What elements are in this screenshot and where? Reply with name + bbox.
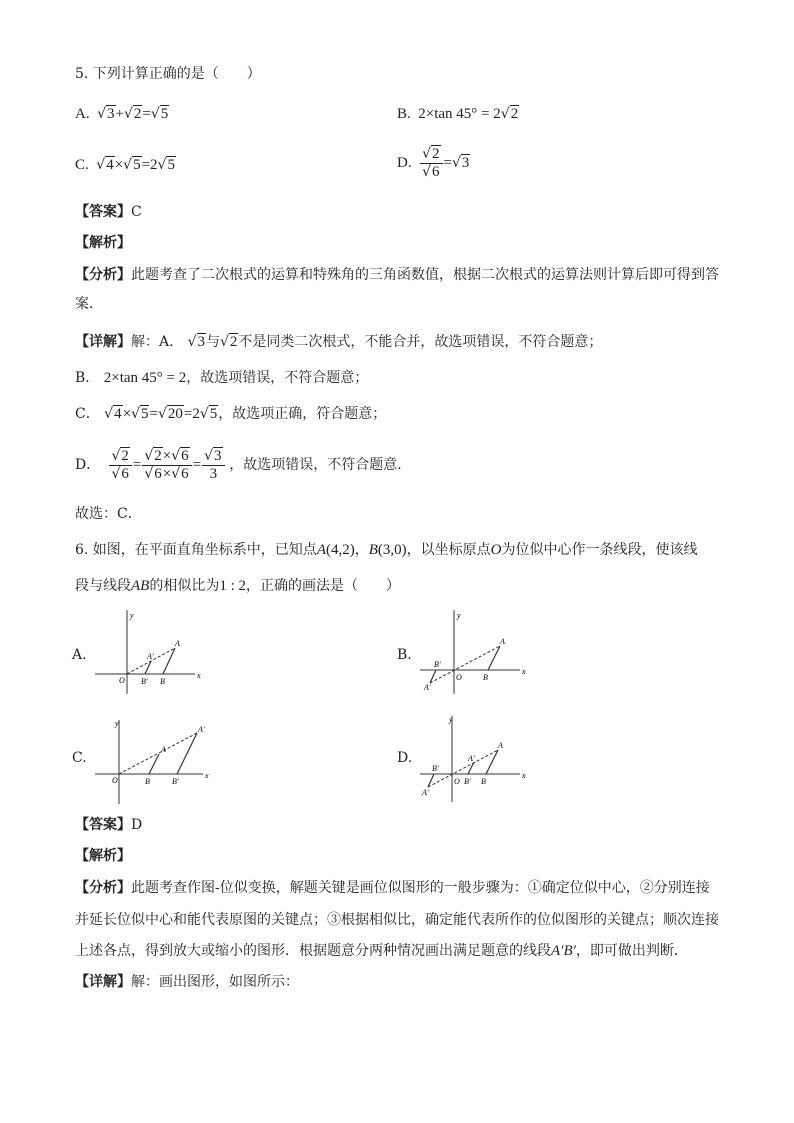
q5-fenxi-line-1: 【分析】此题考查了二次根式的运算和特殊角的三角函数值，根据二次根式的运算法则计算后即可得到答 <box>75 267 719 283</box>
option-label: A. <box>75 106 90 122</box>
svg-text:O: O <box>112 776 118 785</box>
svg-text:A': A' <box>468 754 475 763</box>
q6-fenxi-line-1: 【分析】此题考查作图-位似变换，解题关键是画位似图形的一般步骤为：①确定位似中心，②分别连接 <box>75 880 710 896</box>
svg-text:B': B' <box>464 777 471 786</box>
svg-text:x: x <box>197 671 201 680</box>
q5-analysis-heading: 【解析】 <box>75 235 131 251</box>
q6-answer: 【答案】D <box>75 817 143 833</box>
svg-text:A: A <box>498 741 503 750</box>
svg-text:y: y <box>449 715 453 724</box>
q5-option-c: C. √4×√5=2√5 <box>75 157 175 173</box>
q6-stem-line-2: 段与线段AB的相似比为1 : 2，正确的画法是（ ） <box>75 578 400 594</box>
q5-detail-b: B． 2×tan 45° = 2，故选项错误，不符合题意； <box>75 370 369 386</box>
option-label: C. <box>75 157 89 173</box>
svg-text:O: O <box>454 777 460 786</box>
svg-text:y: y <box>115 719 119 728</box>
svg-text:x: x <box>522 667 526 676</box>
q5-detail-d: D． $\frac{√2}{√6}$ = $\frac{√2\times√6}{√6\times√6}$ = $\frac{√3}{3}$ ，故选项错误，不符合题意． <box>75 448 412 483</box>
q5-fenxi-line-2: 案． <box>75 296 103 312</box>
svg-text:y: y <box>130 611 134 620</box>
q5-detail-a: 【详解】解：A． √3与√2不是同类二次根式，不能合并，故选项错误，不符合题意； <box>75 334 603 350</box>
svg-text:A': A' <box>422 788 429 797</box>
q5-detail-c: C． √4×√5=√20=2√5，故选项正确，符合题意； <box>75 406 387 422</box>
q6-fenxi-line-3: 上述各点，得到放大或缩小的图形．根据题意分两种情况画出满足题意的线段A′B′，即可做出判断． <box>75 943 688 959</box>
q6-analysis-heading: 【解析】 <box>75 848 131 864</box>
svg-text:O: O <box>119 676 125 685</box>
q6-fenxi-line-2: 并延长位似中心和能代表原图的关键点；③根据相似比，确定能代表所作的位似图形的关键点；顺次连接 <box>75 912 719 928</box>
q5-option-d: D. $\frac{√2}{√6}$ =√3 <box>397 146 470 181</box>
svg-text:B: B <box>160 677 165 686</box>
svg-text:B': B' <box>172 777 179 786</box>
q6-option-b-label: B. <box>397 647 412 663</box>
q5-choose: 故选：C． <box>75 506 142 522</box>
svg-text:B: B <box>481 777 486 786</box>
q6-option-a-figure <box>95 606 205 698</box>
svg-text:B': B' <box>141 677 148 686</box>
q5-option-b: B. 2×tan 45° = 2√2 <box>397 106 519 122</box>
svg-text:O: O <box>456 673 462 682</box>
q5-stem: 5. 下列计算正确的是（ ） <box>75 66 261 82</box>
svg-text:A: A <box>500 637 505 646</box>
svg-text:A: A <box>175 639 180 648</box>
q6-stem-line-1: 6. 如图，在平面直角坐标系中，已知点A(4,2)，B(3,0)，以坐标原点O为位似中心作一条线段，使该线 <box>75 542 698 558</box>
q6-option-c-figure <box>95 716 210 808</box>
svg-text:A': A' <box>424 683 431 692</box>
option-label: B. <box>397 106 411 122</box>
svg-text:x: x <box>522 771 526 780</box>
svg-text:x: x <box>205 771 209 780</box>
svg-text:B: B <box>483 673 488 682</box>
q5-answer: 【答案】C <box>75 204 142 220</box>
q5-option-a: A. √3+√2=√5 <box>75 106 169 122</box>
q6-option-a-label: A. <box>72 647 87 663</box>
svg-text:A: A <box>161 745 166 754</box>
svg-text:B: B <box>145 777 150 786</box>
svg-text:B': B' <box>432 764 439 773</box>
option-label: D. <box>397 155 412 171</box>
q6-option-d-figure <box>420 712 530 806</box>
q6-option-d-label: D. <box>397 750 413 766</box>
svg-text:y: y <box>457 611 461 620</box>
q6-option-b-figure <box>420 606 530 698</box>
svg-text:A': A' <box>198 725 205 734</box>
svg-text:A': A' <box>147 652 154 661</box>
svg-text:B': B' <box>434 660 441 669</box>
q6-detail: 【详解】解：画出图形，如图所示： <box>75 974 299 990</box>
q6-option-c-label: C. <box>72 750 87 766</box>
